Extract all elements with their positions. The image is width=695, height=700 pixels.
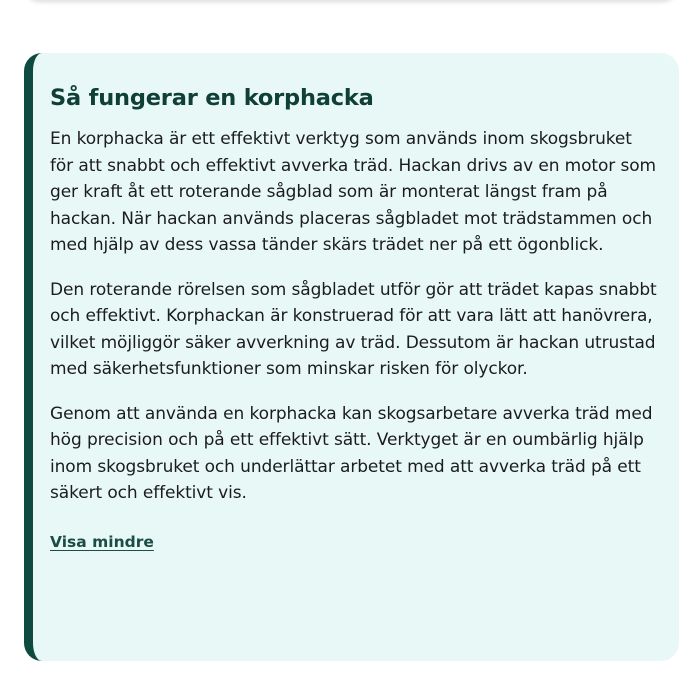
paragraph-3: Genom att använda en korphacka kan skogsarbetare avverka träd med hög precision och på ett effektivt sätt. Verktyget är en oumbärlig hjälp inom skogsbruket och underlättar arbetet med att avverka träd på ett säkert och effektivt vis. [50, 403, 653, 503]
card-title: Så fungerar en korphacka [50, 85, 374, 111]
info-card [24, 53, 679, 661]
paragraph-1: En korphacka är ett effektivt verktyg som används inom skogsbruket för att snabbt och effektivt avverka träd. Hackan drivs av en motor som ger kraft åt ett roterande sågblad som är monterat längst fram på hackan. När hackan används placeras sågbladet mot trädstammen och med hjälp av dess vassa tänder skärs trädet ner på ett ögonblick. [50, 129, 657, 255]
show-less-link[interactable]: Visa mindre [50, 532, 154, 551]
paragraph-2: Den roterande rörelsen som sågbladet utför gör att trädet kapas snabbt och effektivt. Korphackan är konstruerad för att vara lätt att hanövrera, vilket möjliggör säker avverkning av träd. Dessutom är hackan utrustad med säkerhetsfunktioner som minskar risken för olyckor. [50, 279, 657, 379]
